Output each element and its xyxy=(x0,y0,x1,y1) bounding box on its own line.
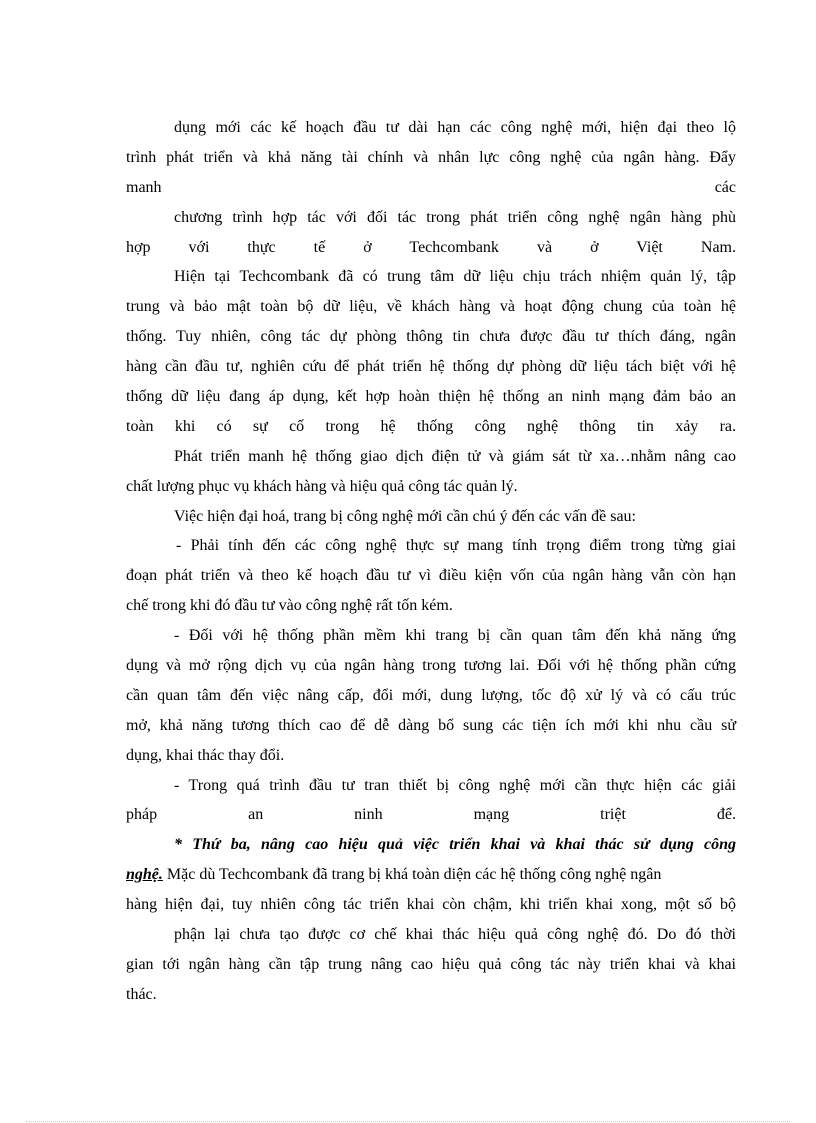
text-line: - Phải tính đến các công nghệ thực sự mang tính trọng điểm trong từng giai xyxy=(176,537,736,555)
text-line: mở, khả năng tương thích cao để dễ dàng bổ sung các tiện ích mới khi nhu cầu sử xyxy=(126,716,736,734)
text-line: - Trong quá trình đầu tư tran thiết bị công nghệ mới cần thực hiện các giải xyxy=(174,776,736,794)
text-line: dụng và mở rộng dịch vụ của ngân hàng trong tương lai. Đối với hệ thống phần cứng xyxy=(126,657,736,675)
text-line: cần quan tâm đến việc nâng cấp, đổi mới, dung lượng, tốc độ xử lý và có cấu trúc xyxy=(126,686,736,704)
heading-continuation: nghệ. xyxy=(126,866,163,884)
text-line: Việc hiện đại hoá, trang bị công nghệ mới cần chú ý đến các vấn đề sau: xyxy=(174,507,636,525)
text-line: hợp với thực tế ở Techcombank và ở Việt Nam. xyxy=(126,238,736,256)
text-line: gian tới ngân hàng cần tập trung nâng cao hiệu quả công tác này triển khai và khai xyxy=(126,955,736,973)
text-line-mixed xyxy=(126,860,736,890)
text-fragment-right: các xyxy=(714,178,736,196)
text-line: Phát triển manh hệ thống giao dịch điện tử và giám sát từ xa…nhằm nâng cao xyxy=(174,447,736,465)
text-line: phận lại chưa tạo được cơ chế khai thác hiệu quả công nghệ đó. Do đó thời xyxy=(174,926,736,944)
text-line: trung và bảo mật toàn bộ dữ liệu, về khách hàng và hoạt động chung của toàn hệ xyxy=(126,298,736,316)
text-line: chất lượng phục vụ khách hàng và hiệu quả công tác quản lý. xyxy=(126,477,518,495)
page-bottom-rule xyxy=(26,1121,790,1122)
text-line-split xyxy=(126,173,736,203)
text-line: chương trình hợp tác với đối tác trong phát triển công nghệ ngân hàng phù xyxy=(174,208,736,226)
text-line: thống. Tuy nhiên, công tác dự phòng thông tin chưa được đầu tư thích đáng, ngân xyxy=(126,328,736,346)
text-fragment-left: manh xyxy=(126,178,162,196)
text-line: đoạn phát triển và theo kế hoạch đầu tư vì điều kiện vốn của ngân hàng vẫn còn hạn xyxy=(126,567,736,585)
text-line: pháp an ninh mạng triệt để. xyxy=(126,806,736,824)
text-line: toàn khi có sự cố trong hệ thống công nghệ thông tin xảy ra. xyxy=(126,417,736,435)
section-heading: * Thứ ba, nâng cao hiệu quả việc triển khai và khai thác sử dụng công xyxy=(174,836,736,854)
text-line: dụng mới các kế hoạch đầu tư dài hạn các công nghệ mới, hiện đại theo lộ xyxy=(174,119,736,136)
text-fragment: Mặc dù Techcombank đã trang bị khá toàn diện các hệ thống công nghệ ngân xyxy=(162,866,662,884)
body-text xyxy=(126,113,736,1010)
text-line: chế trong khi đó đầu tư vào công nghệ rất tốn kém. xyxy=(126,597,453,615)
text-line: thống dữ liệu đang áp dụng, kết hợp hoàn thiện hệ thống an ninh mạng đảm bảo an xyxy=(126,388,736,406)
text-line: dụng, khai thác thay đổi. xyxy=(126,746,285,764)
text-line: - Đối với hệ thống phần mềm khi trang bị cần quan tâm đến khả năng ứng xyxy=(174,627,736,645)
text-line: Hiện tại Techcombank đã có trung tâm dữ liệu chịu trách nhiệm quản lý, tập xyxy=(174,268,736,286)
text-line: hàng cần đầu tư, nghiên cứu để phát triển hệ thống dự phòng dữ liệu tách biệt với hệ xyxy=(126,358,736,376)
text-line: thác. xyxy=(126,985,157,1003)
text-line: trình phát triển và khả năng tài chính và nhân lực công nghệ của ngân hàng. Đẩy xyxy=(126,148,736,166)
text-line: hàng hiện đại, tuy nhiên công tác triển khai còn chậm, khi triển khai xong, một số bộ xyxy=(126,896,736,914)
